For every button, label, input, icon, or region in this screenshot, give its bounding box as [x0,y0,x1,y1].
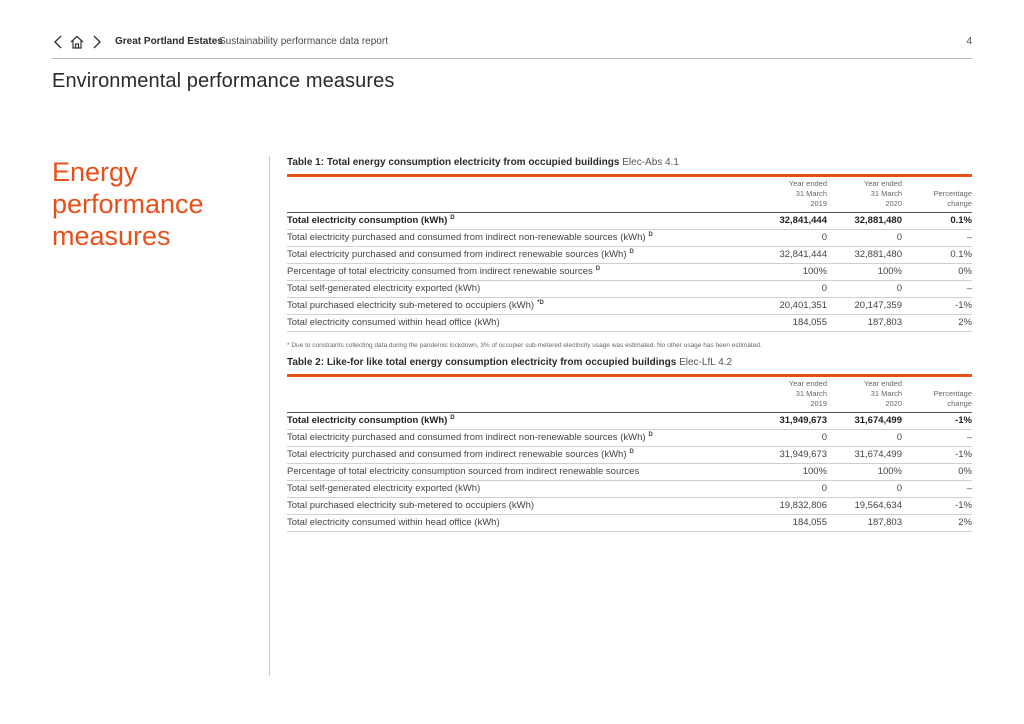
percentage-change: – [902,281,972,298]
value-2020: 187,803 [827,315,902,332]
percentage-change: 0% [902,464,972,481]
table1 [287,177,972,332]
value-2019: 0 [752,430,827,447]
value-2020: 31,674,499 [827,413,902,430]
row-label-text: Total purchased electricity sub-metered to occupiers (kWh) [287,300,535,311]
percentage-change: -1% [902,413,972,430]
table1-header-2019: Year ended 31 March 2019 [752,177,827,213]
value-2020: 0 [827,430,902,447]
row-label-text: Total electricity purchased and consumed from indirect non-renewable sources (kWh) [287,432,646,443]
percentage-change: 0.1% [902,247,972,264]
table2-row [287,515,972,532]
row-label [287,515,752,532]
table1-row [287,264,972,281]
table2-header-2020: Year ended 31 March 2020 [827,377,902,413]
page-title: Environmental performance measures [52,70,395,92]
row-label-text: Total electricity consumed within head office (kWh) [287,317,500,328]
home-icon[interactable] [69,34,85,50]
assurance-marker: D [450,415,455,421]
table2-header-row [287,377,972,413]
table1-header-label [287,177,752,213]
table2-caption [287,356,972,370]
row-label-text: Total electricity purchased and consumed from indirect renewable sources (kWh) [287,449,627,460]
value-2020: 31,674,499 [827,447,902,464]
page-number: 4 [966,36,972,47]
value-2020: 32,881,480 [827,213,902,230]
value-2020: 100% [827,464,902,481]
table2-header-2019: Year ended 31 March 2019 [752,377,827,413]
assurance-marker: D [450,215,455,221]
row-label-text: Total electricity consumption (kWh) [287,215,448,226]
table2-row [287,498,972,515]
percentage-change: -1% [902,498,972,515]
row-label-text: Total electricity consumption (kWh) [287,415,448,426]
percentage-change: -1% [902,298,972,315]
table2-row [287,413,972,430]
row-label-text: Percentage of total electricity consumed from indirect renewable sources [287,266,593,277]
value-2020: 19,564,634 [827,498,902,515]
table1-row [287,247,972,264]
value-2019: 32,841,444 [752,247,827,264]
row-label [287,498,752,515]
row-label [287,481,752,498]
value-2019: 19,832,806 [752,498,827,515]
row-label-text: Total self-generated electricity exported (kWh) [287,283,481,294]
row-label [287,430,752,447]
row-label-text: Total electricity purchased and consumed from indirect non-renewable sources (kWh) [287,232,646,243]
assurance-marker: *D [537,300,544,306]
chevron-left-icon[interactable] [52,34,66,50]
value-2019: 31,949,673 [752,413,827,430]
row-label [287,447,752,464]
value-2019: 100% [752,264,827,281]
percentage-change: – [902,230,972,247]
row-label-text: Total electricity purchased and consumed from indirect renewable sources (kWh) [287,249,627,260]
row-label [287,464,752,481]
value-2020: 100% [827,264,902,281]
percentage-change: -1% [902,447,972,464]
value-2019: 0 [752,481,827,498]
value-2019: 32,841,444 [752,213,827,230]
value-2019: 184,055 [752,315,827,332]
table2 [287,377,972,532]
table2-block [287,356,972,532]
chevron-right-icon[interactable] [89,34,103,50]
header-divider [52,58,972,59]
top-navigation-bar [52,34,972,52]
brand-name[interactable]: Great Portland Estates [115,36,223,47]
table2-row [287,447,972,464]
column-divider [269,156,270,676]
table1-block [287,156,972,351]
value-2019: 184,055 [752,515,827,532]
value-2019: 31,949,673 [752,447,827,464]
table2-row [287,481,972,498]
value-2019: 0 [752,281,827,298]
value-2020: 20,147,359 [827,298,902,315]
table1-row [287,281,972,298]
row-label [287,298,752,315]
value-2019: 100% [752,464,827,481]
value-2019: 0 [752,230,827,247]
table1-header-2020: Year ended 31 March 2020 [827,177,902,213]
section-title: Energy performance measures [52,157,204,251]
table1-row [287,213,972,230]
table2-header-change: Percentage change [902,377,972,413]
row-label-text: Total purchased electricity sub-metered to occupiers (kWh) [287,500,535,511]
table1-caption [287,156,972,170]
value-2020: 187,803 [827,515,902,532]
row-label-text: Total self-generated electricity exported (kWh) [287,483,481,494]
table1-footnote: * Due to constraints collecting data during the pandemic lockdown, 3% of occupier sub-metered electricity usage was estimated. No other usage has been estimated. [287,342,762,349]
assurance-marker: D [648,432,653,438]
row-label-text: Percentage of total electricity consumption sourced from indirect renewable sources [287,466,640,477]
row-label [287,230,752,247]
row-label [287,315,752,332]
table2-caption-title: Table 2: Like-for like total energy consumption electricity from occupied buildings [287,357,677,368]
row-label [287,247,752,264]
row-label [287,264,752,281]
row-label [287,213,752,230]
value-2020: 32,881,480 [827,247,902,264]
report-title: Sustainability performance data report [219,36,388,47]
table1-row [287,230,972,247]
table2-row [287,464,972,481]
table1-header-change: Percentage change [902,177,972,213]
assurance-marker: D [648,232,653,238]
percentage-change: – [902,430,972,447]
table1-row [287,298,972,315]
row-label [287,413,752,430]
percentage-change: 0% [902,264,972,281]
table1-row [287,315,972,332]
table2-caption-ref: Elec-LfL 4.2 [679,357,733,368]
assurance-marker: D [595,266,601,272]
table1-caption-title: Table 1: Total energy consumption electricity from occupied buildings [287,157,620,168]
assurance-marker: D [629,449,634,455]
table1-header-row [287,177,972,213]
value-2019: 20,401,351 [752,298,827,315]
percentage-change: 0.1% [902,213,972,230]
table1-caption-ref: Elec-Abs 4.1 [622,157,679,168]
table2-header-label [287,377,752,413]
percentage-change: – [902,481,972,498]
value-2020: 0 [827,281,902,298]
table2-row [287,430,972,447]
value-2020: 0 [827,481,902,498]
assurance-marker: D [629,249,634,255]
row-label-text: Total electricity consumed within head office (kWh) [287,517,500,528]
value-2020: 0 [827,230,902,247]
percentage-change: 2% [902,315,972,332]
row-label [287,281,752,298]
percentage-change: 2% [902,515,972,532]
